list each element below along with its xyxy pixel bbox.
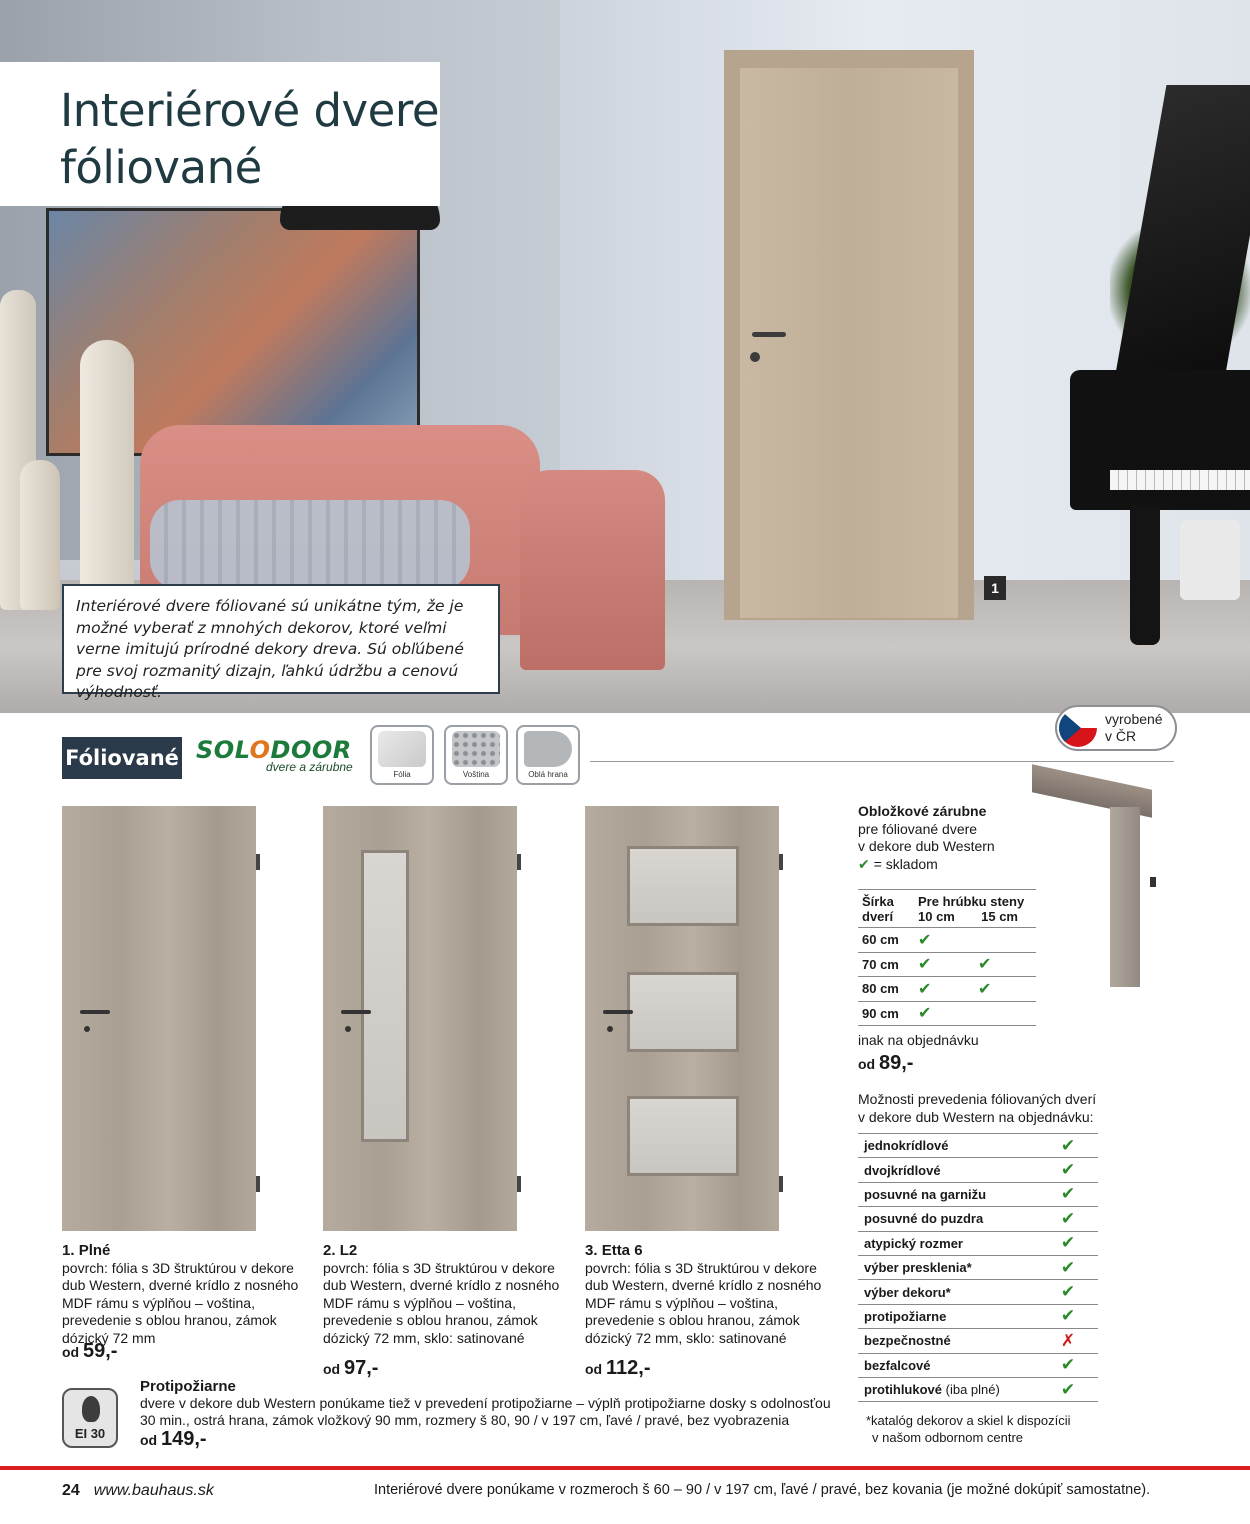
frames-other: inak na objednávku (858, 1032, 979, 1048)
plant-pot (1180, 520, 1240, 600)
product-plne: 1. Plné povrch: fólia s 3D štruktúrou v dekore dub Western, dverné krídlo z nosného MDF rámu s výplňou – voština, prevedenie s oblou hranou, zámok dózický 72 mm (62, 1242, 310, 1347)
piano-leg (1130, 505, 1160, 645)
fire-resistance-icon: EI 30 (62, 1388, 118, 1448)
door-frame-image (1032, 777, 1157, 987)
table-row: posuvné do puzdra ✔ (858, 1207, 1098, 1231)
czech-flag-icon (1059, 709, 1097, 747)
divider (590, 761, 1174, 762)
product-desc: povrch: fólia s 3D štruktúrou v dekore dub Western, dverné krídlo z nosného MDF rámu s výplňou – voština, prevedenie s oblou hranou, zámok dózický 72 mm, sklo: satinované (323, 1259, 560, 1346)
product-desc: povrch: fólia s 3D štruktúrou v dekore dub Western, dverné krídlo z nosného MDF rámu s výplňou – voština, prevedenie s oblou hranou, zámok dózický 72 mm (62, 1259, 299, 1346)
product-desc: povrch: fólia s 3D štruktúrou v dekore dub Western, dverné krídlo z nosného MDF rámu s výplňou – voština, prevedenie s oblou hranou, zámok dózický 72 mm, sklo: satinované (585, 1259, 822, 1346)
price-l2: od 97,- (323, 1357, 379, 1379)
category-label: Fóliované (62, 737, 182, 779)
table-row: bezpečnostné ✗ (858, 1329, 1098, 1353)
glass-panel (627, 846, 739, 926)
footer-note: Interiérové dvere ponúkame v rozmeroch š 60 – 90 / v 197 cm, ľavé / pravé, bez kovania (je možné dokúpiť samostatne). (374, 1482, 1151, 1498)
table-row: posuvné na garnižu ✔ (858, 1182, 1098, 1206)
flame-icon (82, 1396, 100, 1422)
check-icon: ✔ (858, 855, 870, 872)
brand-logo (196, 736, 356, 778)
feature-folia-icon: Fólia (370, 725, 434, 785)
image-number-badge: 1 (984, 576, 1006, 600)
price-frames: od 89,- (858, 1052, 914, 1074)
footer-divider (0, 1466, 1250, 1470)
piano-keys (1110, 470, 1250, 490)
door-lock-icon (607, 1026, 613, 1032)
glass-panel (361, 850, 409, 1142)
options-title: Možnosti prevedenia fóliovaných dverí v dekore dub Western na objednávku: (858, 1091, 1097, 1125)
door-image-plne (62, 806, 256, 1231)
table-row: 70 cm ✔ ✔ (858, 952, 1036, 977)
door-lock-icon (84, 1026, 90, 1032)
door-lock-icon (345, 1026, 351, 1032)
vase (20, 460, 60, 610)
glass-panel (627, 1096, 739, 1176)
table-row: atypický rozmer ✔ (858, 1231, 1098, 1255)
door-handle-icon (80, 1010, 110, 1014)
table-row: dvojkrídlové ✔ (858, 1158, 1098, 1182)
fire-door-info: Protipožiarne dvere v dekore dub Western ponúkame tiež v prevedení protipožiarne – výplň protipožiarne dosky s odolnosťou 30 min., ostrá hrana, zámok vložkový 90 mm, rozmery š 80, 90 / v 197 cm, ľavé / pravé, bez vyobrazenia od 149,- (140, 1378, 840, 1449)
door-lock (750, 352, 760, 362)
price-plne: od 59,- (62, 1340, 118, 1362)
table-row: protihlukové (iba plné) ✔ (858, 1377, 1098, 1401)
table-row: výber dekoru* ✔ (858, 1280, 1098, 1304)
door-handle-icon (341, 1010, 371, 1014)
price-fire: od 149,- (140, 1428, 207, 1450)
brand-name: SOLODOOR (196, 736, 352, 764)
catalog-note: *katalóg dekorov a skiel k dispozícii v našom odbornom centre (866, 1413, 1071, 1445)
door-leaf (740, 68, 958, 618)
table-row: 60 cm ✔ (858, 928, 1036, 953)
page-footer (62, 1482, 214, 1500)
table-row: protipožiarne ✔ (858, 1304, 1098, 1328)
door-handle (752, 332, 786, 337)
website-link[interactable]: www.bauhaus.sk (93, 1482, 214, 1499)
product-etta6: 3. Etta 6 povrch: fólia s 3D štruktúrou v dekore dub Western, dverné krídlo z nosného MDF rámu s výplňou – voština, prevedenie s oblou hranou, zámok dózický 72 mm, sklo: satinované (585, 1242, 833, 1347)
feature-obla-hrana-icon: Oblá hrana (516, 725, 580, 785)
title-line: fóliované (60, 141, 262, 194)
blanket (150, 500, 470, 590)
door-image-l2 (323, 806, 517, 1231)
title-line: Interiérové dvere (60, 84, 440, 137)
frames-info: Obložkové zárubne pre fóliované dvere v dekore dub Western ✔ = skladom (858, 803, 995, 872)
made-in-cz-badge: vyrobené v ČR (1055, 705, 1177, 751)
glass-panel (627, 972, 739, 1052)
table-row: výber presklenia* ✔ (858, 1255, 1098, 1279)
table-row: bezfalcové ✔ (858, 1353, 1098, 1377)
feature-vostina-icon: Voština (444, 725, 508, 785)
table-row: jednokrídlové ✔ (858, 1134, 1098, 1158)
vase (80, 340, 134, 600)
options-table (858, 1133, 1098, 1402)
frames-table: Šírka dverí Pre hrúbku steny 10 cm 15 cm 60 cm ✔ 70 cm ✔ ✔ 80 cm ✔ ✔ 90 cm ✔ (858, 889, 1036, 1026)
product-l2: 2. L2 povrch: fólia s 3D štruktúrou v dekore dub Western, dverné krídlo z nosného MDF rámu s výplňou – voština, prevedenie s oblou hranou, zámok dózický 72 mm, sklo: satinované (323, 1242, 571, 1347)
table-row: 90 cm ✔ (858, 1001, 1036, 1026)
price-etta6: od 112,- (585, 1357, 651, 1379)
sofa-arm (520, 470, 665, 670)
page-number: 24 (62, 1482, 80, 1499)
intro-text: Interiérové dvere fóliované sú unikátne tým, že je možné vyberať z mnohých dekorov, ktoré veľmi verne imitujú prírodné dekory dreva. Sú obľúbené pre svoj rozmanitý dizajn, ľahkú údržbu a cenovú výhodnosť. (62, 584, 500, 694)
door-image-etta6 (585, 806, 779, 1231)
table-row: 80 cm ✔ ✔ (858, 977, 1036, 1002)
door-handle-icon (603, 1010, 633, 1014)
page-title (0, 62, 440, 206)
brand-subtitle: dvere a zárubne (266, 760, 353, 774)
